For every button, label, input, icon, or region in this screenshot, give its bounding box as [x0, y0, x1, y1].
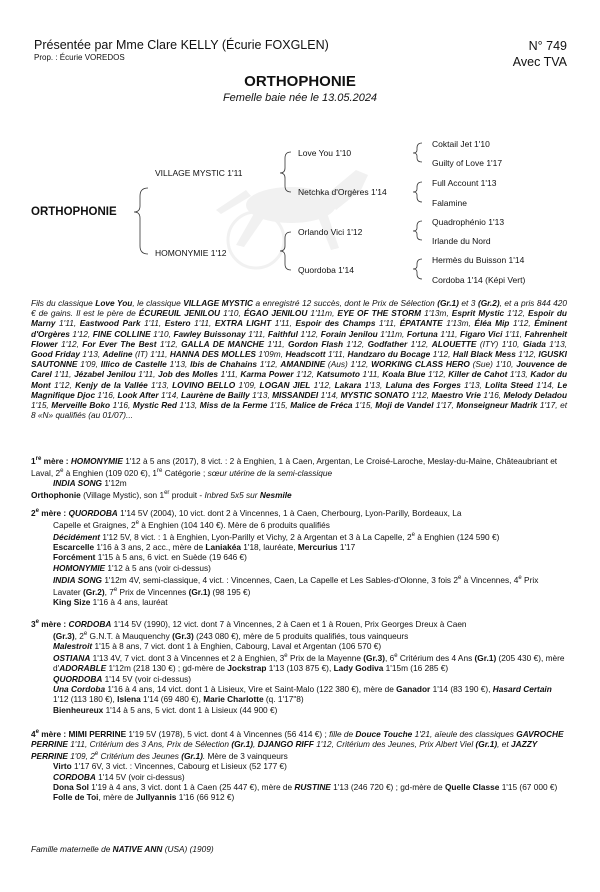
horse-name: ORTHOPHONIE	[244, 73, 356, 90]
pedigree-dam: HOMONYMIE 1'12	[155, 248, 227, 258]
pedigree-ds: Orlando Vici 1'12	[298, 227, 363, 237]
sire-paragraph: Fils du classique Love You, le classique VILLAGE MYSTIC a enregistré 12 succès, dont le Prix de Sélection (Gr.1) et 3 (Gr.2), et a pris 844 420 € de gains. Il est le père de ÉCUREUIL JENILOU 1'10, ÉGAO JENILOU 1'11m, EYE OF THE STORM 1'13m, Esprit Mystic 1'12, Espoir du Marny 1'11, Eastwood Park 1'11, Estero 1'11, EXTRA LIGHT 1'11, Espoir des Champs 1'11, ÉPATANTE 1'13m, Éléa Mip 1'12, Éminent d'Orgères 1'12, FINE COLLINE 1'10, Fawley Buissonay 1'11, Faithful 1'12, Forain Jenilou 1'11m, Fortuna 1'11, Figaro Vici 1'11, Fahrenheit Flower 1'12, For Ever The Best 1'12, GALLA DE MANCHE 1'11, Gordon Flash 1'12, Godfather 1'12, ALOUETTE (ITY) 1'10, Giada 1'13, Good Friday 1'13, Adeline (IT) 1'11, HANNA DES MOLLES 1'09m, Headscott 1'11, Handzaro du Bocage 1'12, Hall Black Mess 1'12, IGUSKI SAUTONNE 1'09, Illico de Castelle 1'13, Ibis de Chahains 1'12, AMANDINE (Aus) 1'12, WORKING CLASS HERO (Sue) 1'10, Jouvence de Carel 1'11, Jézabel Jenilou 1'11, Job des Molles 1'11, Karma Power 1'12, Katsumoto 1'11, Koala Blue 1'12, Killer de Cahot 1'13, Kador du Mont 1'12, Kenjy de la Vallée 1'13, LOVINO BELLO 1'09, LOGAN JIEL 1'12, Lakara 1'13, Laluna des Forges 1'13, Lolita Steed 1'14, Le Magnifique Djoc 1'16, Look After 1'14, Laurène de Bailly 1'13, MISSANDEI 1'14, MYSTIC SONATO 1'12, Maestro Vrie 1'16, Melody Deladou 1'15, Merveille Boko 1'16, Mystic Red 1'13, Miss de la Ferme 1'15, Malice de Fréca 1'15, Moji de Vandel 1'17, Monseigneur Madrik 1'17, et 8 «N» qualifiés (au 01/07)...	[31, 298, 568, 421]
pedigree-sds: Full Account 1'13	[432, 178, 497, 188]
second-dam-section: 2e mère : QUORDOBA 1'14 5V (2004), 10 vict. dont 2 à Vincennes, 1 à Caen, Cherbourg, Lyon-Parilly, Bordeaux, La Capelle et Graignes, 2e à Enghien (104 140 €). Mère de 6 produits qualifiés Décidément 1'12 5V, 8 vict. : 1 à Enghien, Lyon-Parilly et Vichy, 2 à Argentan et 3 à La Capelle, 2e à Enghien (124 590 €) Escarcelle 1'16 à 3 ans, 2 acc., mère de Laniakéa 1'18, lauréate, Mercurius 1'17 Forcément 1'15 à 5 ans, 6 vict. en Suède (19 646 €) HOMONYMIE 1'12 à 5 ans (voir ci-dessus) INDIA SONG 1'12m 4V, semi-classique, 4 vict. : Vincennes, Caen, La Capelle et Les Sables-d'Olonne, 3 fois 2e à Vincennes, 4e Prix Lavater (Gr.2), 7e Prix de Vincennes (Gr.1) (98 195 €) King Size 1'16 à 4 ans, lauréat	[31, 507, 539, 608]
pedigree-sire: VILLAGE MYSTIC 1'11	[155, 168, 243, 178]
fourth-dam-section: 4e mère : MIMI PERRINE 1'19 5V (1978), 5 vict. dont 4 à Vincennes (56 414 €) ; fille de Douce Touche 1'21, aïeule des classiques GAVROCHE PERRINE 1'11, Critérium des 3 Ans, Prix de Sélection (Gr.1), DJANGO RIFF 1'12, Critérium des Jeunes, Prix Albert Viel (Gr.1), et JAZZY PERRINE 1'09, 2e Critérium des Jeunes (Gr.1). Mère de 3 vainqueurs Virto 1'17 6V, 3 vict. : Vincennes, Cabourg et Lisieux (52 177 €) CORDOBA 1'14 5V (voir ci-dessus) Dona Sol 1'19 à 4 ans, 3 vict. dont 1 à Caen (25 447 €), mère de RUSTINE 1'13 (246 720 €) ; gd-mère de Quelle Classe 1'15 (67 000 €) Folle de Toi, mère de Jullyannis 1'16 (66 912 €)	[31, 728, 564, 803]
first-dam-section: 1re mère : HOMONYMIE 1'12 à 5 ans (2017), 8 vict. : 2 à Enghien, 1 à Caen, Argentan, Le Croisé-Laroche, Meslay-du-Maine, Châteaubriant et Laval, 2e à Enghien (109 020 €), 1re Catégorie ; sœur utérine de la semi-classique INDIA SONG 1'12m Orthophonie (Village Mystic), son 1er produit - Inbred 5x5 sur Nesmile	[31, 455, 558, 501]
pedigree-ddd: Cordoba 1'14 (Képi Vert)	[432, 275, 526, 285]
pedigree-ssd: Guilty of Love 1'17	[432, 158, 503, 168]
lot-number: N° 749	[528, 39, 567, 53]
pedigree-sss: Coktail Jet 1'10	[432, 139, 490, 149]
pedigree-dss: Quadrophénio 1'13	[432, 217, 505, 227]
presenter-text: Présentée par Mme Clare KELLY (Écurie FOXGLEN)	[34, 38, 329, 52]
maternal-family: Famille maternelle de NATIVE ANN (USA) (1909)	[31, 844, 214, 854]
tva-label: Avec TVA	[512, 55, 567, 69]
pedigree-ss: Love You 1'10	[298, 148, 352, 158]
third-dam-section: 3e mère : CORDOBA 1'14 5V (1990), 12 vict. dont 7 à Vincennes, 2 à Caen et 1 à Rouen, Prix Georges Dreux à Caen (Gr.3), 2e G.N.T. à Mauquenchy (Gr.3) (243 080 €), mère de 5 produits qualifiés, tous vainqueurs Malestroit 1'15 à 8 ans, 7 vict. dont 1 à Enghien, Cabourg, Laval et Argentan (106 570 €) OSTIANA 1'13 4V, 7 vict. dont 3 à Vincennes et 2 à Enghien, 3e Prix de la Mayenne (Gr.3), 6e Critérium des 4 Ans (Gr.1) (205 430 €), mère d'ADORABLE 1'12m (218 130 €) ; gd-mère de Jockstrap 1'13 (103 875 €), Lady Godiva 1'15m (16 285 €) QUORDOBA 1'14 5V (voir ci-dessus) Una Cordoba 1'16 à 4 ans, 14 vict. dont 1 à Lisieux, Vire et Saint-Malo (122 380 €), mère de Ganador 1'14 (83 190 €), Hasard Certain 1'12 (113 180 €), Islena 1'14 (69 480 €), Marie Charlotte (q. 1'17"8) Bienheureux 1'14 à 5 ans, 5 vict. dont 1 à Lisieux (44 900 €)	[31, 618, 565, 715]
horse-description: Femelle baie née le 13.05.2024	[222, 92, 378, 104]
pedigree-sd: Netchka d'Orgères 1'14	[298, 187, 387, 197]
pedigree-dsd: Irlande du Nord	[432, 236, 491, 246]
pedigree-sdd: Falamine	[432, 198, 467, 208]
owner-text: Prop. : Écurie VOREDOS	[34, 53, 125, 62]
pedigree-dds: Hermès du Buisson 1'14	[432, 255, 525, 265]
pedigree-root: ORTHOPHONIE	[31, 206, 117, 218]
pedigree-dd: Quordoba 1'14	[298, 265, 354, 275]
